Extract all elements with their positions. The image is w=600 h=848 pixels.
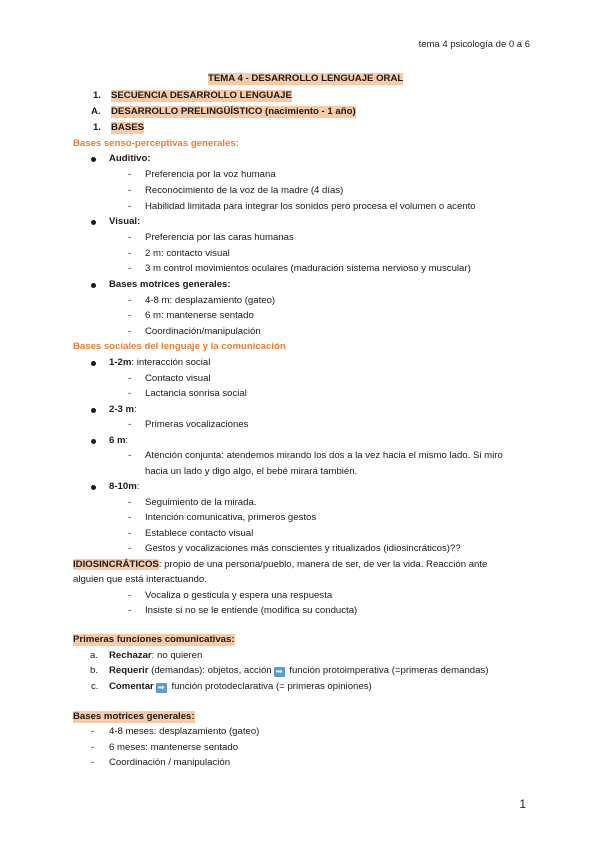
list-item-continuation: hacia un lado y digo algo, el bebé mirará también.: [145, 466, 358, 477]
document-title: TEMA 4 - DESARROLLO LENGUAJE ORAL: [208, 73, 404, 84]
list-item: Preferencia por las caras humanas: [145, 232, 294, 243]
auditivo-label: Auditivo:: [109, 153, 151, 164]
list-item: 6 m: mantenerse sentado: [145, 310, 254, 321]
bullet-icon: [91, 157, 96, 162]
dash-icon: -: [128, 543, 132, 554]
list-item: Establece contacto visual: [145, 528, 254, 539]
arrow-right-icon: ➡: [156, 683, 167, 693]
stage-2-3m: 2-3 m:: [109, 404, 137, 415]
section-sociales-title: Bases sociales del lenguaje y la comunicación: [73, 341, 286, 352]
dash-icon: -: [128, 310, 132, 321]
list-item: 6 meses: mantenerse sentado: [109, 742, 239, 753]
dash-icon: -: [128, 590, 132, 601]
dash-icon: -: [128, 263, 132, 274]
stage-8-10m: 8-10m:: [109, 481, 140, 492]
dash-icon: -: [91, 726, 95, 737]
section-senso-perceptivas-title: Bases senso-perceptivas generales:: [73, 138, 239, 149]
motrices-label: Bases motrices generales:: [109, 279, 231, 290]
arrow-right-icon: ➡: [274, 667, 285, 677]
dash-icon: -: [128, 326, 132, 337]
list-item: Coordinación / manipulación: [109, 757, 231, 768]
list-marker-b: b.: [90, 665, 99, 676]
idiosincraticos-definition-continuation: alguien que está interactuando.: [73, 574, 207, 585]
dash-icon: -: [91, 742, 95, 753]
list-item: Reconocimiento de la voz de la madre (4 días): [145, 185, 344, 196]
heading-1: SECUENCIA DESARROLLO LENGUAJE: [111, 90, 292, 101]
heading-3-number: 1.: [93, 122, 102, 133]
stage-1-2m: 1-2m: interacción social: [109, 357, 211, 368]
list-item: Primeras vocalizaciones: [145, 419, 249, 430]
dash-icon: -: [128, 512, 132, 523]
list-item: 4-8 meses: desplazamiento (gateo): [109, 726, 260, 737]
dash-icon: -: [128, 605, 132, 616]
bullet-icon: [91, 361, 96, 366]
dash-icon: -: [91, 757, 95, 768]
heading-1-number: 1.: [93, 90, 102, 101]
list-marker-a: a.: [90, 650, 99, 661]
stage-6m: 6 m:: [109, 435, 129, 446]
dash-icon: -: [128, 185, 132, 196]
section-funciones-title: Primeras funciones comunicativas:: [73, 634, 235, 645]
dash-icon: -: [128, 528, 132, 539]
bullet-icon: [91, 439, 96, 444]
bullet-icon: [91, 283, 96, 288]
heading-3: BASES: [111, 122, 145, 133]
list-item: Gestos y vocalizaciones más conscientes y ritualizados (idiosincráticos)??: [145, 543, 461, 554]
dash-icon: -: [128, 248, 132, 259]
idiosincraticos-definition: IDIOSINCRÁTICOS: propio de una persona/pueblo, manera de ser, de ver la vida. Reacción ante: [73, 559, 488, 570]
page-number: 1: [519, 797, 526, 811]
list-item: Contacto visual: [145, 373, 211, 384]
visual-label: Visual:: [109, 216, 141, 227]
dash-icon: -: [128, 419, 132, 430]
list-item: Vocaliza o gesticula y espera una respuesta: [145, 590, 333, 601]
list-item: 3 m control movimientos oculares (maduración sistema nervioso y muscular): [145, 263, 471, 274]
funcion-requerir: Requerir (demandas): objetos, acción ➡ función protoimperativa (=primeras demandas): [109, 665, 489, 676]
funcion-rechazar: Rechazar: no quieren: [109, 650, 203, 661]
dash-icon: -: [128, 388, 132, 399]
list-item: Preferencia por la voz humana: [145, 169, 276, 180]
list-item: Intención comunicativa, primeros gestos: [145, 512, 317, 523]
bullet-icon: [91, 408, 96, 413]
page-header: tema 4 psicología de 0 a 6: [418, 39, 530, 50]
dash-icon: -: [128, 373, 132, 384]
heading-2: DESARROLLO PRELINGÜÍSTICO (nacimiento - 1 año): [111, 106, 356, 117]
list-item: Insiste si no se le entiende (modifica su conducta): [145, 605, 358, 616]
dash-icon: -: [128, 497, 132, 508]
heading-2-number: A.: [91, 106, 101, 117]
dash-icon: -: [128, 450, 132, 461]
list-item: 2 m: contacto visual: [145, 248, 230, 259]
bullet-icon: [91, 220, 96, 225]
list-item: Coordinación/manipulación: [145, 326, 261, 337]
dash-icon: -: [128, 295, 132, 306]
dash-icon: -: [128, 232, 132, 243]
dash-icon: -: [128, 201, 132, 212]
list-item: Seguimiento de la mirada.: [145, 497, 257, 508]
section-motrices-title: Bases motrices generales:: [73, 711, 195, 722]
dash-icon: -: [128, 169, 132, 180]
funcion-comentar: Comentar ➡ función protodeclarativa (= primeras opiniones): [109, 681, 372, 692]
list-item: 4-8 m: desplazamiento (gateo): [145, 295, 276, 306]
list-item: Habilidad limitada para integrar los sonidos pero procesa el volumen o acento: [145, 201, 476, 212]
list-item: Lactancia sonrisa social: [145, 388, 247, 399]
list-item: Atención conjunta: atendemos mirando los dos a la vez hacia el mismo lado. Si miro: [145, 450, 503, 461]
list-marker-c: c.: [91, 681, 99, 692]
bullet-icon: [91, 485, 96, 490]
